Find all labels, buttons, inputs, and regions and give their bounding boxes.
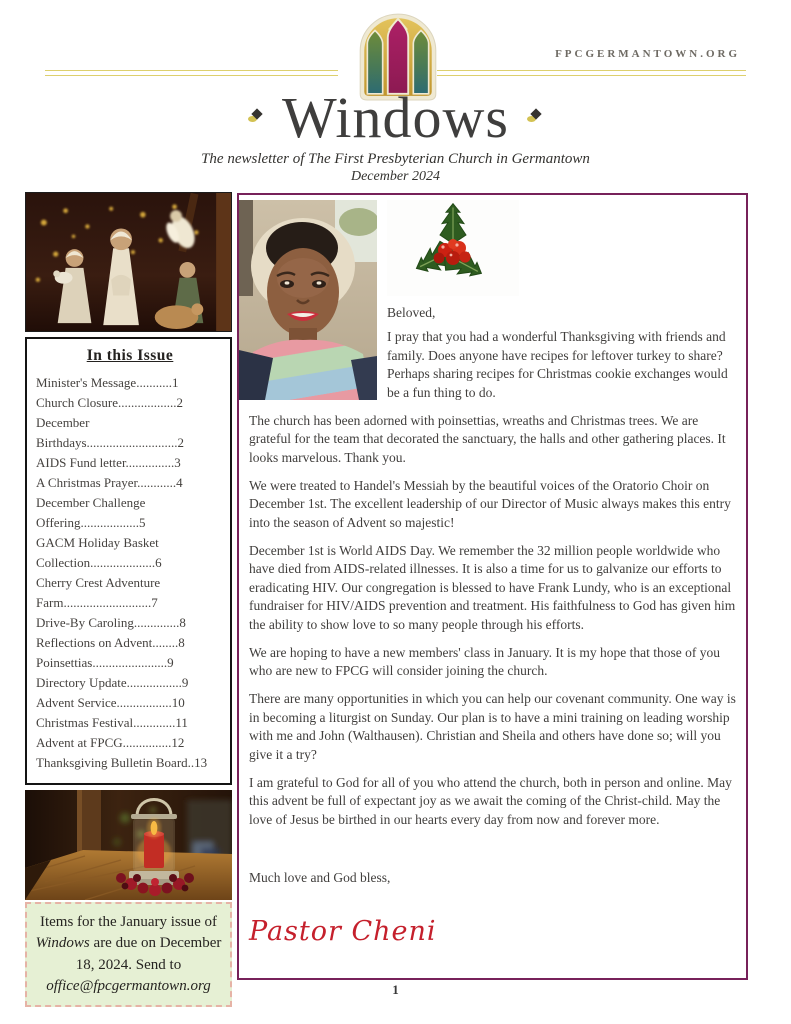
newsletter-subtitle: The newsletter of The First Presbyterian Church in Germantown [201, 151, 590, 167]
toc-item: AIDS Fund letter...............3 [36, 455, 181, 470]
letter-paragraph: I am grateful to God for all of you who attend the church, both in person and online. May this advent be full of expectant joy as we await the coming of the Christ-child. May the love of Jesus be birthed in our hearts every day from now and forever more. [249, 774, 732, 827]
newsletter-title: Windows [282, 85, 509, 150]
letter-paragraph: The church has been adorned with poinsettias, wreaths and Christmas trees. We are grateful for the team that decorated the sanctuary, the halls and other gathering places. It looks marvelous. Thank you. [249, 412, 726, 465]
header-rule-left [45, 70, 338, 76]
toc-title: In this Issue [86, 347, 174, 364]
pastor-signature: Pastor Cheni [249, 915, 437, 947]
toc-item: Cherry Crest Adventure Farm...........................7 [36, 575, 161, 610]
header-rule-right [437, 70, 746, 76]
letter-paragraph: We were treated to Handel's Messiah by the beautiful voices of the Oratorio Choir on December 1st. The excellent leadership of our Director of Music always makes this entry into the season of Advent so majestic! [249, 477, 731, 530]
in-this-issue-box [25, 337, 232, 785]
holly-sprig-image [387, 200, 519, 296]
toc-item: December Birthdays............................2 [36, 415, 185, 450]
diamond-ornament-right-icon [527, 107, 543, 123]
note-windows-italic: Windows [35, 935, 90, 952]
letter-salutation: Beloved, [387, 305, 436, 320]
nativity-scene-image [25, 192, 232, 332]
toc-item: Reflections on Advent........8 [36, 635, 185, 650]
toc-item: Advent Service.................10 [36, 695, 185, 710]
toc-item: Christmas Festival.............11 [36, 715, 188, 730]
diamond-ornament-left-icon [248, 107, 264, 123]
lantern-candle-image [25, 790, 232, 900]
note-text-2: are due on December 18, 2024. Send to [75, 935, 222, 973]
letter-paragraph: We are hoping to have a new members' class in January. It is my hope that those of you who are new to FPCG will consider joining the church. [249, 644, 720, 679]
ministers-message-box [237, 193, 748, 980]
site-url: FPCGERMANTOWN.ORG [555, 48, 740, 60]
letter-body [239, 200, 746, 951]
letter-paragraphs [249, 412, 736, 829]
toc-item: GACM Holiday Basket Collection....................6 [36, 535, 162, 570]
pastor-photo [239, 200, 377, 400]
toc-item: Drive-By Caroling..............8 [36, 615, 186, 630]
note-text-1: Items for the January issue of [39, 914, 218, 930]
page-number: 1 [392, 982, 399, 997]
left-column [25, 192, 232, 1007]
toc-list [36, 373, 224, 773]
toc-item: A Christmas Prayer............4 [36, 475, 183, 490]
letter-intro-paragraph: I pray that you had a wonderful Thanksgiving with friends and family. Does anyone have recipes for leftover turkey to share? Perhaps sharing recipes for Christmas cookie exchanges would be a fun thing to do. [387, 329, 728, 400]
masthead [0, 85, 791, 150]
toc-item: Advent at FPCG...............12 [36, 735, 185, 750]
toc-item: Poinsettias.......................9 [36, 655, 174, 670]
note-email: office@fpcgermantown.org [46, 977, 211, 994]
toc-item: Thanksgiving Bulletin Board..13 [36, 755, 208, 770]
toc-item: Church Closure..................2 [36, 395, 183, 410]
letter-closing: Much love and God bless, [249, 870, 391, 886]
letter-paragraph: December 1st is World AIDS Day. We remember the 32 million people worldwide who have died from AIDS-related illnesses. It is also a time for us to galvanize our efforts to eradicating HIV. Our congregation is blessed to have Frank Lundy, who is an exceptional fundraiser for HIV/AIDS prevention and treatment. His faithfulness to God has given him the ability to show love to so many people through his efforts. [249, 542, 736, 632]
toc-item: Minister's Message...........1 [36, 375, 179, 390]
toc-item: Directory Update.................9 [36, 675, 189, 690]
issue-date: December 2024 [350, 169, 441, 184]
toc-item: December Challenge Offering..................5 [36, 495, 146, 530]
letter-paragraph: There are many opportunities in which you can help our covenant community. One way is in becoming a liturgist on Sunday. Our plan is to have a mini training on leading worship with me and John (Walthausen). Christian and Sheila and others have done so; will you give it a try? [249, 691, 736, 762]
